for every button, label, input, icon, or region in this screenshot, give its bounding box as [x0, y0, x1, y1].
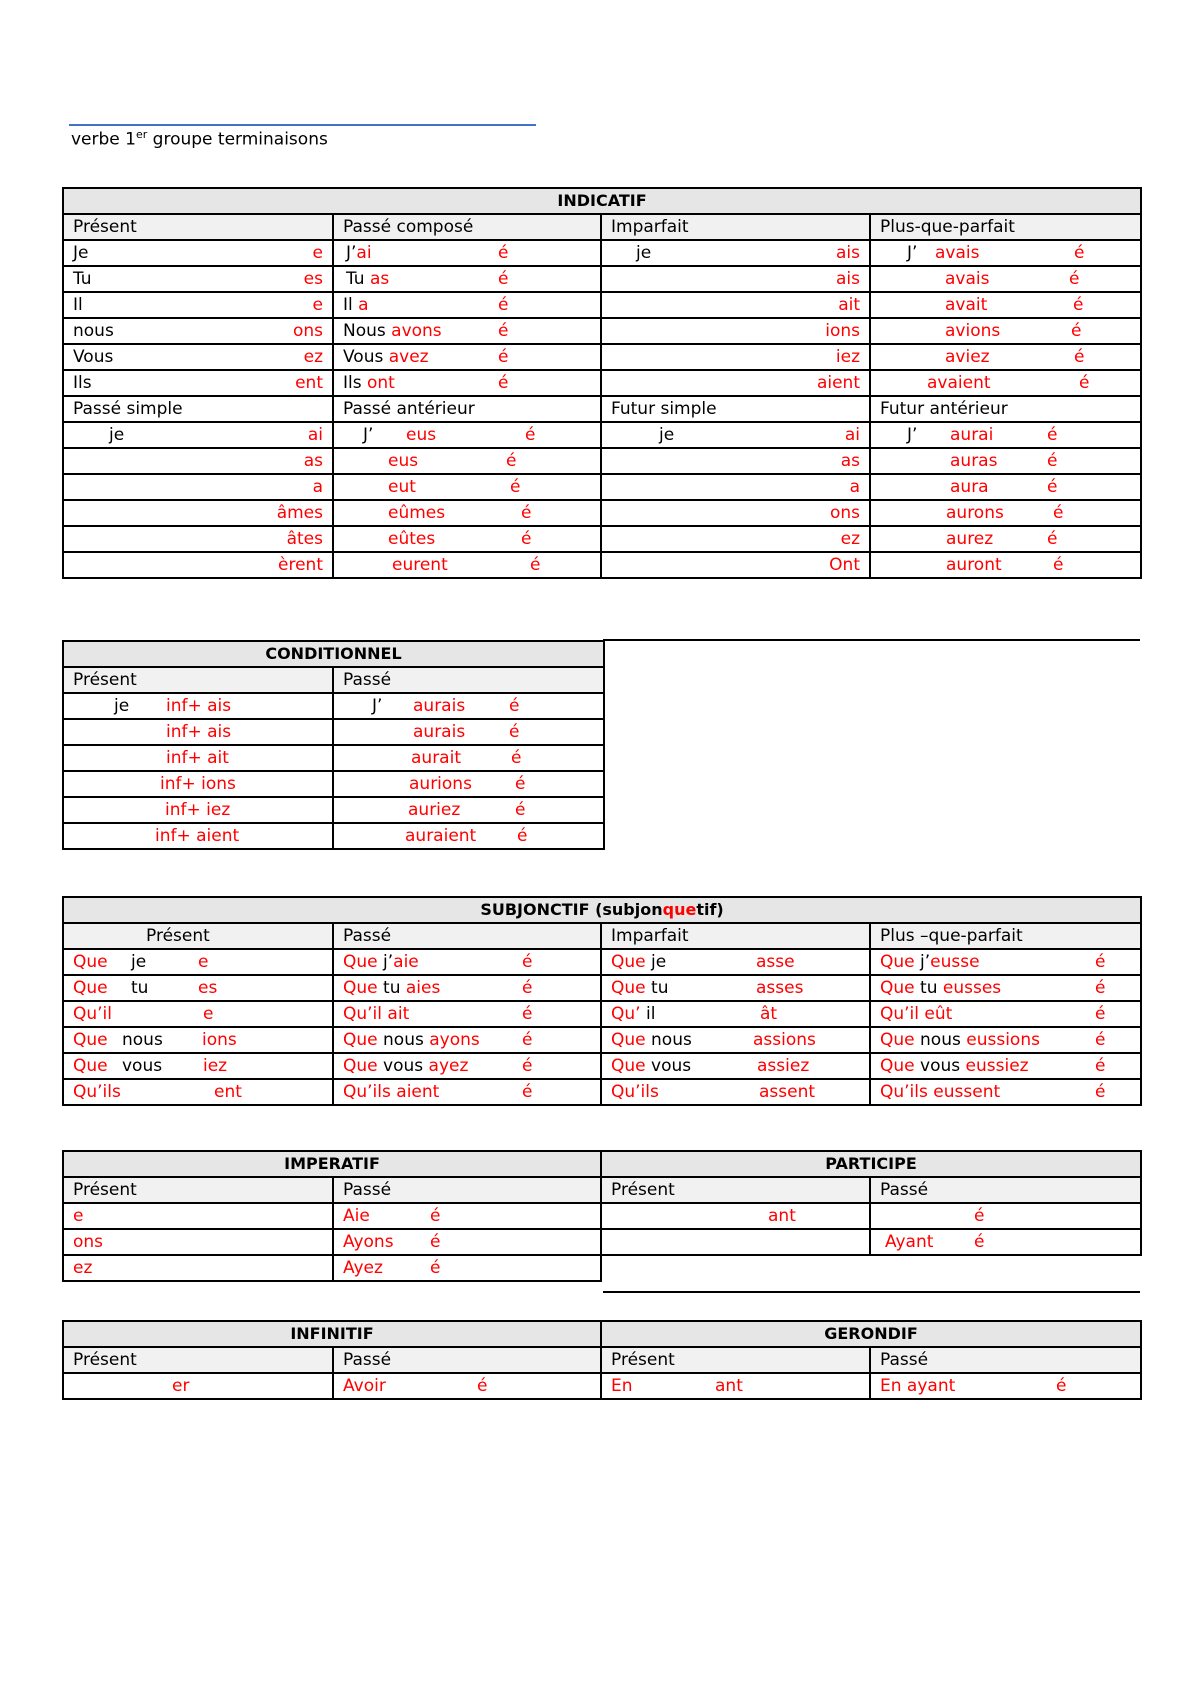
table-row: Que je e Que j’aie é Que je asse Que j’eusse é [63, 949, 1141, 975]
table-row: ons Ayons é Ayant é [63, 1229, 1141, 1255]
tense-futur-anterieur: Futur antérieur [870, 396, 1141, 422]
table-row: èrent eurent é Ont auront é [63, 552, 1141, 578]
table-row: nous ons Nous avons é ions avions é [63, 318, 1141, 344]
tense-plus-que-parfait: Plus-que-parfait [870, 214, 1141, 240]
table-row: inf+ iez auriez é [63, 797, 604, 823]
table-row: Je e J’ai é je ais J’ avais é [63, 240, 1141, 266]
table-row: je inf+ ais J’ aurais é [63, 693, 604, 719]
title-rule [69, 124, 536, 126]
gerondif-header: GERONDIF [601, 1321, 1141, 1347]
imperatif-tense-present: Présent [63, 1177, 333, 1203]
table-row: Que vous iez Que vous ayez é Que vous assiez Que vous eussiez é [63, 1053, 1141, 1079]
table-row: inf+ ais aurais é [63, 719, 604, 745]
section-divider [603, 1291, 1140, 1293]
table-row: Que tu es Que tu aies é Que tu asses Que tu eusses é [63, 975, 1141, 1001]
table-row: je ai J’ eus é je ai J’ aurai é [63, 422, 1141, 448]
table-row: er Avoir é En ant En ayant é [63, 1373, 1141, 1399]
table-row: Que nous ions Que nous ayons é Que nous assions Que nous eussions é [63, 1027, 1141, 1053]
imperatif-participe-table [62, 1150, 1142, 1282]
tense-passe: Passé [333, 923, 601, 949]
tense-present: Présent [63, 214, 333, 240]
indicatif-header: INDICATIF [63, 188, 1141, 214]
subjonctif-table [62, 896, 1142, 1106]
tense-present: Présent [63, 923, 333, 949]
conditionnel-header: CONDITIONNEL [63, 641, 604, 667]
gerondif-tense-passe: Passé [870, 1347, 1141, 1373]
table-row: Qu’il e Qu’il ait é Qu’ il ât Qu’il eût é [63, 1001, 1141, 1027]
imperatif-tense-passe: Passé [333, 1177, 601, 1203]
table-row: âmes eûmes é ons aurons é [63, 500, 1141, 526]
table-row: âtes eûtes é ez aurez é [63, 526, 1141, 552]
imperatif-header: IMPERATIF [63, 1151, 601, 1177]
tense-passe-simple: Passé simple [63, 396, 333, 422]
tense-passe: Passé [333, 667, 604, 693]
table-row: ez Ayez é [63, 1255, 1141, 1281]
table-row: Il e Il a é ait avait é [63, 292, 1141, 318]
indicatif-table [62, 187, 1142, 579]
document-title: verbe 1er groupe terminaisons [71, 128, 328, 150]
tense-passe-compose: Passé composé [333, 214, 601, 240]
table-row: inf+ aient auraient é [63, 823, 604, 849]
infinitif-tense-passe: Passé [333, 1347, 601, 1373]
subjonctif-header: SUBJONCTIF (subjonquetif) [63, 897, 1141, 923]
participe-tense-passe: Passé [870, 1177, 1141, 1203]
infinitif-gerondif-table [62, 1320, 1142, 1400]
conditionnel-table [62, 640, 605, 850]
tense-futur-simple: Futur simple [601, 396, 870, 422]
tense-plus-que-parfait: Plus –que-parfait [870, 923, 1141, 949]
table-row: inf+ ait aurait é [63, 745, 604, 771]
section-divider [603, 639, 1140, 641]
table-row: Ils ent Ils ont é aient avaient é [63, 370, 1141, 396]
participe-header: PARTICIPE [601, 1151, 1141, 1177]
tense-imparfait: Imparfait [601, 923, 870, 949]
tense-passe-anterieur: Passé antérieur [333, 396, 601, 422]
tense-present: Présent [63, 667, 333, 693]
table-row: e Aie é ant é [63, 1203, 1141, 1229]
participe-tense-present: Présent [601, 1177, 870, 1203]
table-row: Vous ez Vous avez é iez aviez é [63, 344, 1141, 370]
infinitif-tense-present: Présent [63, 1347, 333, 1373]
table-row: a eut é a aura é [63, 474, 1141, 500]
table-row: inf+ ions aurions é [63, 771, 604, 797]
table-row: as eus é as auras é [63, 448, 1141, 474]
table-row: Tu es Tu as é ais avais é [63, 266, 1141, 292]
table-row: Qu’ils ent Qu’ils aient é Qu’ils assent Qu’ils eussent é [63, 1079, 1141, 1105]
tense-imparfait: Imparfait [601, 214, 870, 240]
gerondif-tense-present: Présent [601, 1347, 870, 1373]
infinitif-header: INFINITIF [63, 1321, 601, 1347]
